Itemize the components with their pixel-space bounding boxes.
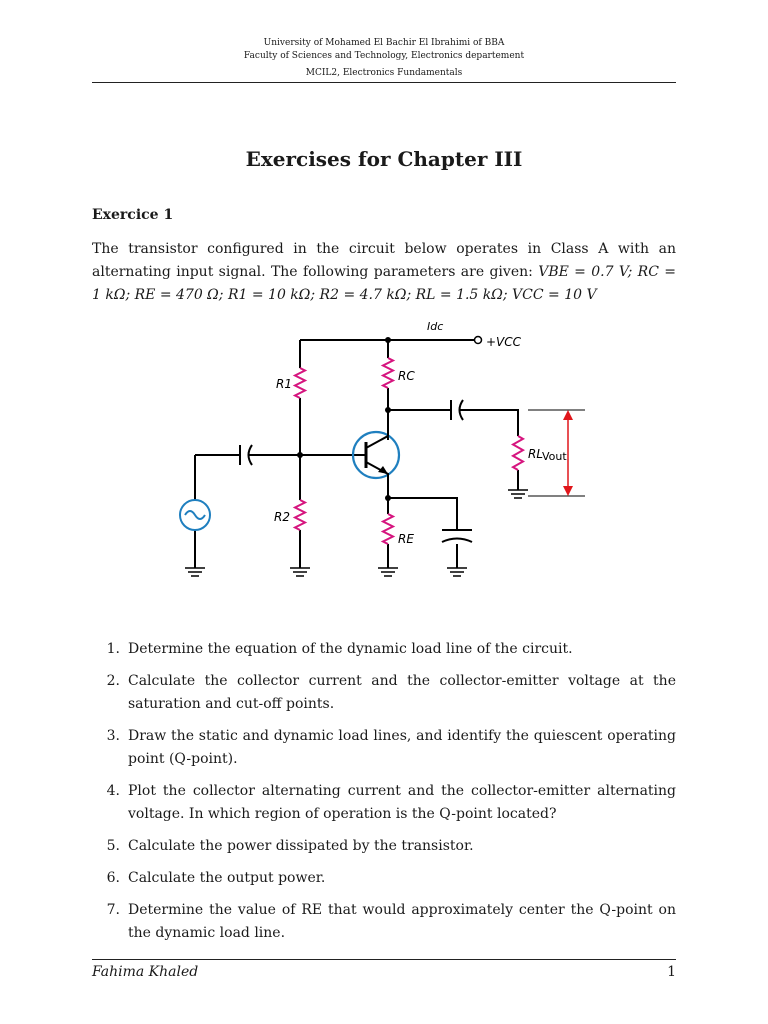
list-item: 3. Draw the static and dynamic load lines, and identify the quiescent operating point (Q-point). [106, 728, 676, 767]
list-item: 1. Determine the equation of the dynamic load line of the circuit. [106, 641, 573, 657]
rl-label: RL [528, 447, 544, 461]
list-item: 2. Calculate the collector current and the collector-emitter voltage at the saturation and cut-off points. [106, 673, 676, 712]
page-header [0, 37, 768, 80]
rc-resistor-icon [383, 358, 393, 388]
university-name: University of Mohamed El Bachir El Ibrahimi of BBA [263, 38, 505, 48]
list-item: 6. Calculate the output power. [106, 870, 326, 886]
intro-text: The transistor configured in the circuit below operates in Class A with an alternating input signal. The following parameters are given: [92, 241, 676, 280]
r1-label: R1 [276, 377, 292, 391]
junction-dots [297, 337, 391, 501]
ground-symbols [185, 490, 528, 576]
footer-rule [92, 959, 676, 960]
ac-source-icon [180, 500, 210, 530]
re-resistor-icon [383, 514, 393, 544]
list-item: 4. Plot the collector alternating current and the collector-emitter alternating voltage. In which region of operation is the Q-point located? [106, 783, 676, 822]
exercise-heading: Exercice 1 [92, 207, 174, 223]
re-label: RE [398, 532, 414, 546]
faculty-name: Faculty of Sciences and Technology, Electronics departement [243, 51, 525, 61]
transistor-icon [353, 410, 399, 498]
r1-resistor-icon [295, 368, 305, 398]
header-rule [92, 82, 676, 83]
footer-author: Fahima Khaled [92, 964, 199, 980]
rl-resistor-icon [513, 436, 523, 470]
list-item: 5. Calculate the power dissipated by the transistor. [106, 838, 474, 854]
idc-label: Idc [427, 320, 444, 333]
page-number: 1 [667, 964, 676, 980]
page-title: Exercises for Chapter III [245, 147, 523, 171]
r2-label: R2 [274, 510, 290, 524]
exercise-intro [92, 238, 676, 307]
r2-resistor-icon [295, 500, 305, 530]
rc-label: RC [398, 369, 415, 383]
circuit-diagram [170, 318, 600, 588]
vcc-terminal [475, 337, 482, 344]
vcc-label: +VCC [486, 335, 522, 349]
vout-label: Vout [542, 450, 567, 463]
list-item: 7. Determine the value of RE that would approximately center the Q-point on the dynamic load line. [106, 902, 676, 941]
question-list [92, 638, 676, 954]
parameters-text: VBE = 0.7 V; RC = 1 kΩ; RE = 470 Ω; R1 = 10 kΩ; R2 = 4.7 kΩ; RL = 1.5 kΩ; VCC = 10 V [92, 264, 676, 303]
resistors [295, 358, 523, 544]
course-name: MCIL2, Electronics Fundamentals [305, 68, 463, 78]
